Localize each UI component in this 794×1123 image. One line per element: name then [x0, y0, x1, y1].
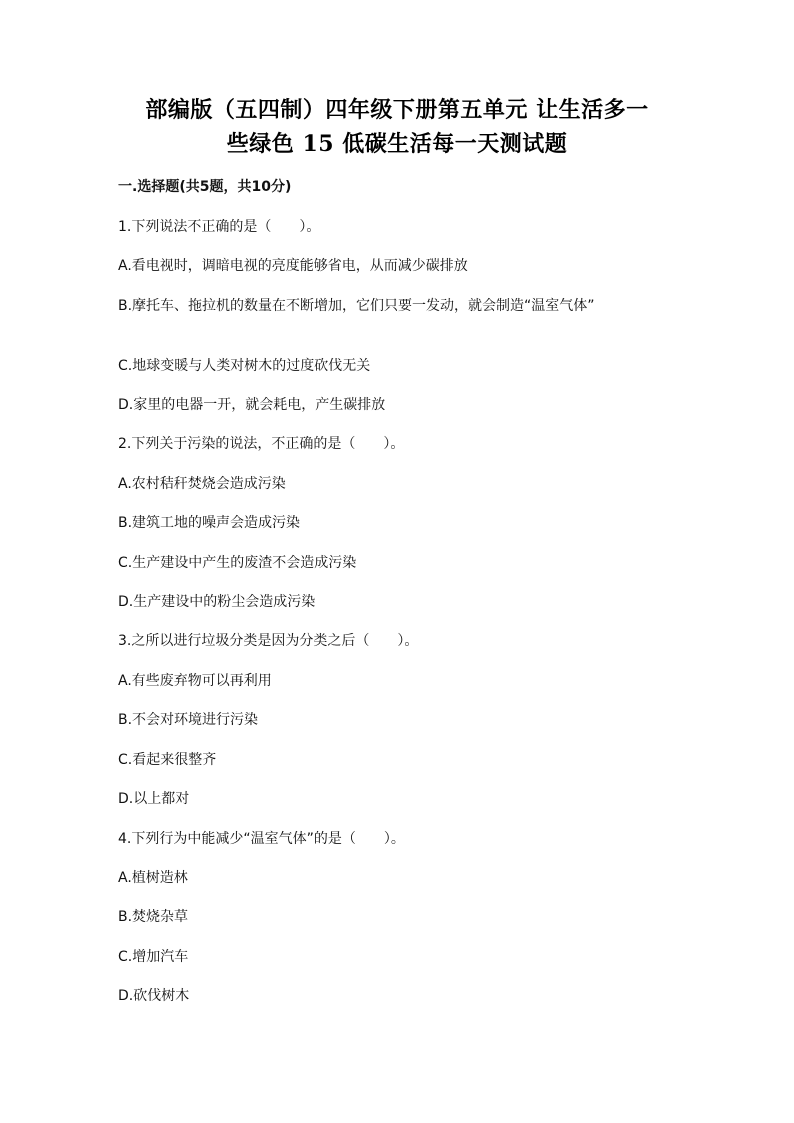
question-option: D.砍伐树木	[118, 988, 190, 1004]
question-option: C.看起来很整齐	[118, 752, 217, 768]
section-header: 一.选择题(共5题，共10分)	[118, 179, 292, 195]
question-option: C.生产建设中产生的废渣不会造成污染	[118, 555, 357, 571]
question-option: B.摩托车、拖拉机的数量在不断增加，它们只要一发动，就会制造“温室气体”	[118, 298, 595, 314]
question-option: B.建筑工地的噪声会造成污染	[118, 515, 301, 531]
question-stem: 4.下列行为中能减少“温室气体”的是（ ）。	[118, 831, 405, 847]
question-option: D.生产建设中的粉尘会造成污染	[118, 594, 316, 610]
question-option: D.以上都对	[118, 791, 190, 807]
question-option: A.看电视时，调暗电视的亮度能够省电，从而减少碳排放	[118, 258, 468, 274]
question-option: D.家里的电器一开，就会耗电，产生碳排放	[118, 397, 386, 413]
question-option: B.焚烧杂草	[118, 909, 189, 925]
question-option: A.植树造林	[118, 870, 188, 886]
question-option: C.增加汽车	[118, 949, 189, 965]
document-title-line1: 部编版（五四制）四年级下册第五单元 让生活多一	[145, 97, 649, 123]
question-stem: 1.下列说法不正确的是（ ）。	[118, 219, 321, 235]
question-stem: 3.之所以进行垃圾分类是因为分类之后（ ）。	[118, 633, 419, 649]
question-option: A.农村秸秆焚烧会造成污染	[118, 476, 286, 492]
question-option: A.有些废弃物可以再利用	[118, 673, 272, 689]
document-title-line2: 些绿色 15 低碳生活每一天测试题	[226, 131, 568, 157]
question-option: C.地球变暖与人类对树木的过度砍伐无关	[118, 358, 371, 374]
question-option: B.不会对环境进行污染	[118, 712, 259, 728]
question-stem: 2.下列关于污染的说法，不正确的是（ ）。	[118, 436, 405, 452]
